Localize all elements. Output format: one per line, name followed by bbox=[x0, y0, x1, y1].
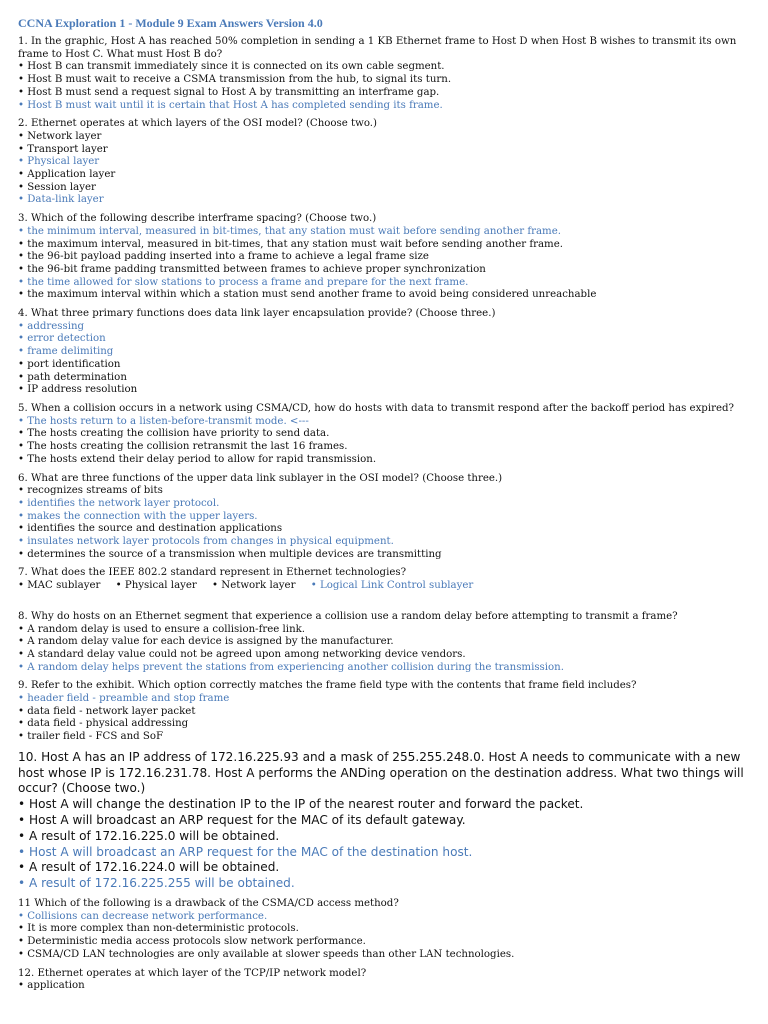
answer-option: • A result of 172.16.225.0 will be obtained. bbox=[18, 828, 280, 843]
question-10 bbox=[18, 750, 750, 892]
answer-option: • identifies the source and destination applications bbox=[18, 523, 283, 535]
correct-answer-option: • Logical Link Control sublayer bbox=[310, 580, 474, 592]
answer-option: • Network layer bbox=[212, 580, 296, 592]
question-8 bbox=[18, 611, 750, 675]
question-12 bbox=[18, 968, 750, 993]
answer-option: • Host B can transmit immediately since it is connected on its own cable segment. bbox=[18, 61, 445, 73]
answer-option: • It is more complex than non-deterministic protocols. bbox=[18, 923, 299, 935]
answer-option: • determines the source of a transmission when multiple devices are transmitting bbox=[18, 548, 442, 560]
question-2 bbox=[18, 118, 750, 207]
answer-option: • A random delay value for each device is assigned by the manufacturer. bbox=[18, 636, 394, 648]
answer-option: • trailer field - FCS and SoF bbox=[18, 731, 164, 743]
answer-option: • CSMA/CD LAN technologies are only available at slower speeds than other LAN technologies. bbox=[18, 948, 515, 960]
correct-answer-option: • Host A will broadcast an ARP request for the MAC of the destination host. bbox=[18, 844, 473, 859]
question-stem: 6. What are three functions of the upper data link sublayer in the OSI model? (Choose three.) bbox=[18, 472, 503, 484]
answer-option: • MAC sublayer bbox=[18, 580, 101, 592]
question-stem: 2. Ethernet operates at which layers of the OSI model? (Choose two.) bbox=[18, 118, 378, 130]
answer-option: • Transport layer bbox=[18, 143, 108, 155]
correct-answer-option: • identifies the network layer protocol. bbox=[18, 497, 220, 509]
correct-answer-option: • the minimum interval, measured in bit-times, that any station must wait before sending another frame. bbox=[18, 225, 561, 237]
question-stem: 11 Which of the following is a drawback of the CSMA/CD access method? bbox=[18, 898, 399, 910]
answer-option: • Session layer bbox=[18, 181, 96, 193]
correct-answer-option: • A random delay helps prevent the stations from experiencing another collision during the transmission. bbox=[18, 661, 564, 673]
question-1 bbox=[18, 36, 750, 112]
correct-answer-option: • insulates network layer protocols from changes in physical equipment. bbox=[18, 536, 394, 548]
question-7 bbox=[18, 567, 750, 592]
question-5 bbox=[18, 403, 750, 467]
answer-option: • data field - network layer packet bbox=[18, 705, 196, 717]
question-stem: 4. What three primary functions does data link layer encapsulation provide? (Choose three.) bbox=[18, 308, 496, 320]
question-stem: 1. In the graphic, Host A has reached 50% completion in sending a 1 KB Ethernet frame to Host D when Host B wishes to transmit its own frame to Host C. What must Host B do? bbox=[18, 36, 737, 60]
answer-option: • Deterministic media access protocols slow network performance. bbox=[18, 936, 366, 948]
question-stem: 3. Which of the following describe interframe spacing? (Choose two.) bbox=[18, 213, 377, 225]
answer-option: • Host A will broadcast an ARP request for the MAC of its default gateway. bbox=[18, 813, 466, 828]
answer-option: • IP address resolution bbox=[18, 384, 138, 396]
answer-option: • Host A will change the destination IP to the IP of the nearest router and forward the packet. bbox=[18, 797, 584, 812]
question-11 bbox=[18, 898, 750, 962]
answer-option: • Physical layer bbox=[115, 580, 197, 592]
correct-answer-option: • error detection bbox=[18, 333, 106, 345]
answer-option: • the maximum interval, measured in bit-times, that any station must wait before sending another frame. bbox=[18, 238, 563, 250]
correct-answer-option: • Collisions can decrease network performance. bbox=[18, 910, 268, 922]
correct-answer-option: • frame delimiting bbox=[18, 346, 114, 358]
answer-option: • The hosts extend their delay period to allow for rapid transmission. bbox=[18, 453, 377, 465]
correct-answer-option: • header field - preamble and stop frame bbox=[18, 693, 230, 705]
page-title: CCNA Exploration 1 - Module 9 Exam Answers Version 4.0 bbox=[18, 16, 323, 30]
answer-option: • recognizes streams of bits bbox=[18, 485, 163, 497]
question-stem: 7. What does the IEEE 802.2 standard represent in Ethernet technologies? bbox=[18, 567, 407, 579]
question-4 bbox=[18, 308, 750, 397]
correct-answer-option: • Physical layer bbox=[18, 156, 100, 168]
answer-option: • the 96-bit frame padding transmitted between frames to achieve proper synchronization bbox=[18, 263, 486, 275]
question-9 bbox=[18, 680, 750, 744]
correct-answer-option: • the time allowed for slow stations to process a frame and prepare for the next frame. bbox=[18, 276, 469, 288]
question-3 bbox=[18, 213, 750, 302]
correct-answer-option: • Data-link layer bbox=[18, 194, 104, 206]
answer-option: • Host B must wait to receive a CSMA transmission from the hub, to signal its turn. bbox=[18, 74, 452, 86]
inline-answer-options bbox=[18, 580, 750, 593]
answer-option: • A random delay is used to ensure a collision-free link. bbox=[18, 623, 306, 635]
correct-answer-option: • makes the connection with the upper layers. bbox=[18, 510, 258, 522]
correct-answer-option: • The hosts return to a listen-before-transmit mode. <--- bbox=[18, 415, 309, 427]
answer-option: • Network layer bbox=[18, 130, 102, 142]
question-stem: 12. Ethernet operates at which layer of the TCP/IP network model? bbox=[18, 967, 367, 979]
answer-option: • data field - physical addressing bbox=[18, 718, 189, 730]
correct-answer-option: • Host B must wait until it is certain that Host A has completed sending its frame. bbox=[18, 99, 443, 111]
question-stem: 9. Refer to the exhibit. Which option correctly matches the frame field type with the contents that frame field includes? bbox=[18, 680, 637, 692]
answer-option: • The hosts creating the collision have priority to send data. bbox=[18, 428, 330, 440]
question-stem: 8. Why do hosts on an Ethernet segment that experience a collision use a random delay before attempting to transmit a frame? bbox=[18, 610, 678, 622]
answer-option: • application bbox=[18, 980, 85, 992]
answer-option: • A standard delay value could not be agreed upon among networking device vendors. bbox=[18, 648, 466, 660]
question-stem: 10. Host A has an IP address of 172.16.225.93 and a mask of 255.255.248.0. Host A needs to communicate with a new host whose IP is 172.16.231.78. Host A performs the ANDing operation on the destination address. What two things will occur? (Choose two.) bbox=[18, 749, 744, 796]
answer-option: • A result of 172.16.224.0 will be obtained. bbox=[18, 860, 280, 875]
answer-option: • The hosts creating the collision retransmit the last 16 frames. bbox=[18, 441, 348, 453]
answer-option: • the maximum interval within which a station must send another frame to avoid being considered unreachable bbox=[18, 289, 597, 301]
question-6 bbox=[18, 473, 750, 562]
answer-option: • path determination bbox=[18, 371, 127, 383]
correct-answer-option: • addressing bbox=[18, 320, 85, 332]
question-stem: 5. When a collision occurs in a network using CSMA/CD, how do hosts with data to transmit respond after the backoff period has expired? bbox=[18, 402, 734, 414]
answer-option: • Host B must send a request signal to Host A by transmitting an interframe gap. bbox=[18, 86, 440, 98]
answer-option: • Application layer bbox=[18, 169, 116, 181]
answer-option: • port identification bbox=[18, 358, 121, 370]
answer-option: • the 96-bit payload padding inserted into a frame to achieve a legal frame size bbox=[18, 251, 429, 263]
correct-answer-option: • A result of 172.16.225.255 will be obtained. bbox=[18, 876, 295, 891]
